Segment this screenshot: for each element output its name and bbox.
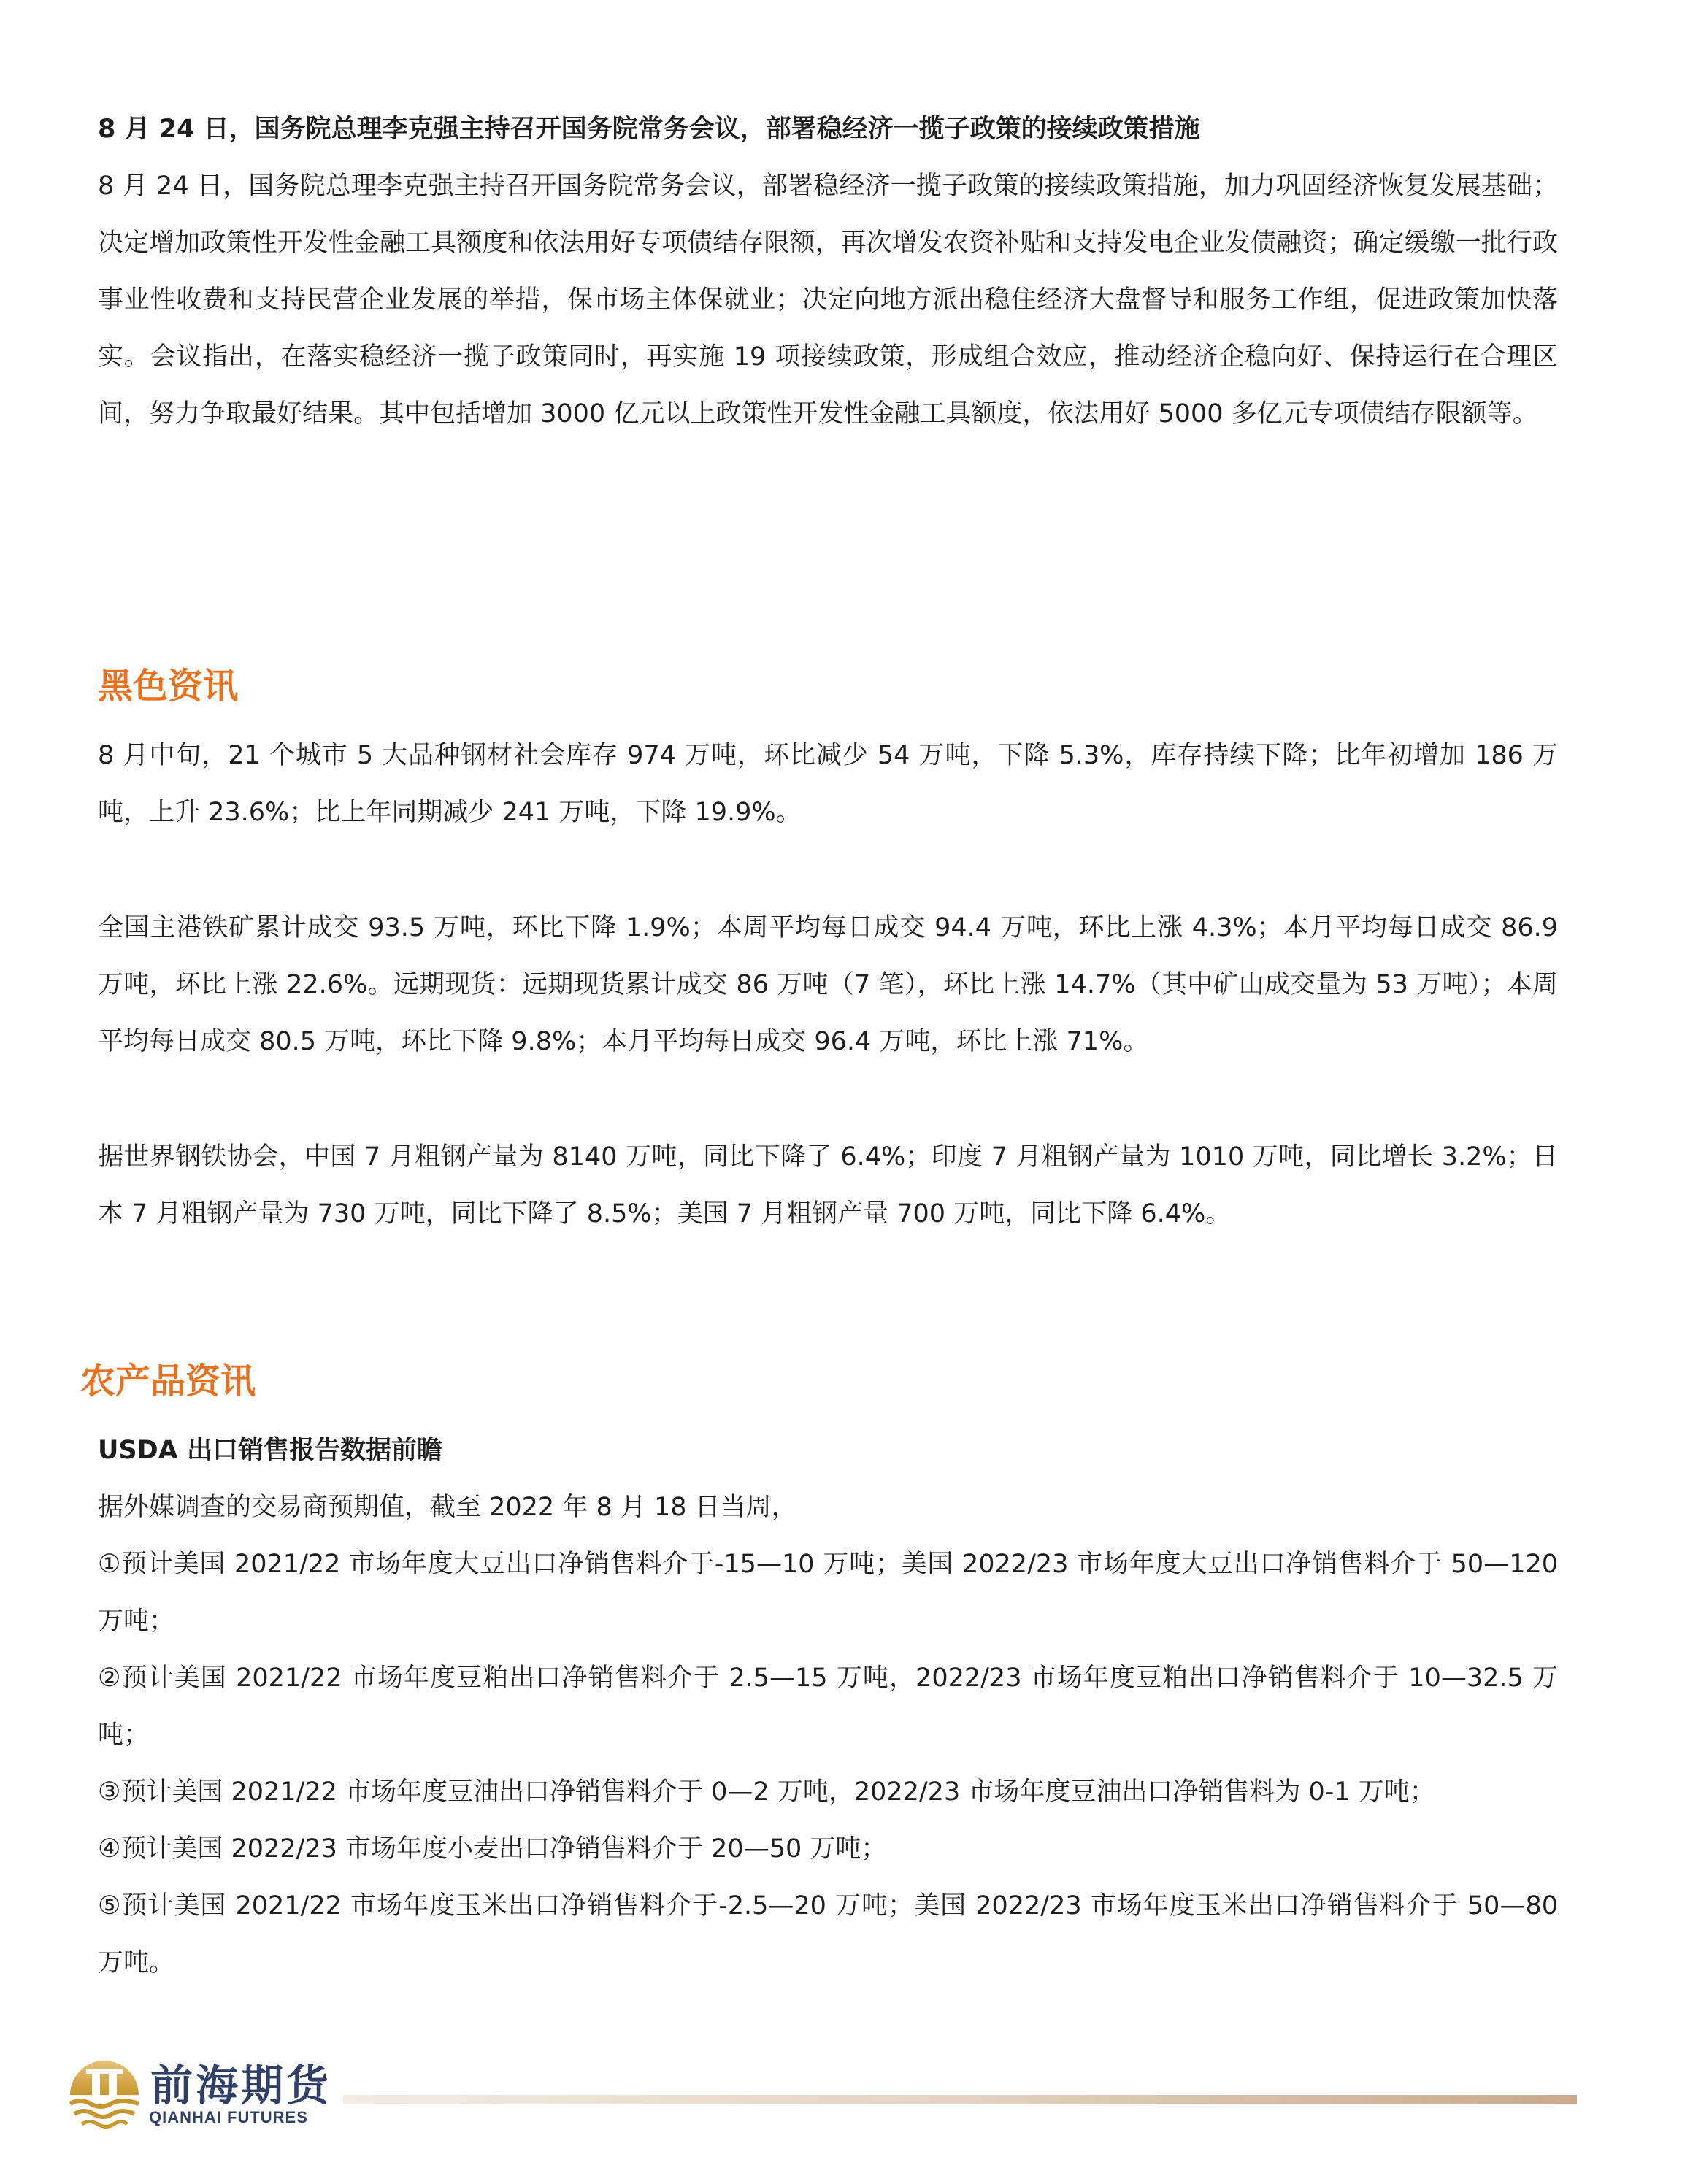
black-paragraph-3: 据世界钢铁协会，中国 7 月粗钢产量为 8140 万吨，同比下降了 6.4%；印度 7 月粗钢产量为 1010 万吨，同比增长 3.2%；日本 7 月粗钢产量为 730 万吨，同比下降了 8.5%；美国 7 月粗钢产量 700 万吨，同比下降 6.4%。	[98, 1142, 1558, 1228]
footer-divider-bar	[343, 2095, 1577, 2104]
agri-item-3: ③预计美国 2021/22 市场年度豆油出口净销售料介于 0—2 万吨，2022/23 市场年度豆油出口净销售料为 0-1 万吨；	[98, 1777, 1435, 1807]
agri-subheading: USDA 出口销售报告数据前瞻	[98, 1436, 442, 1465]
agri-item-1: ①预计美国 2021/22 市场年度大豆出口净销售料介于-15—10 万吨；美国 2022/23 市场年度大豆出口净销售料介于 50—120 万吨；	[98, 1550, 1558, 1636]
logo-emblem-icon	[64, 2050, 145, 2137]
section-heading-black: 黑色资讯	[98, 666, 239, 707]
agri-item-4: ④预计美国 2022/23 市场年度小麦出口净销售料介于 20—50 万吨；	[98, 1834, 887, 1864]
agri-intro: 据外媒调查的交易商预期值，截至 2022 年 8 月 18 日当周，	[98, 1493, 797, 1522]
agri-item-5: ⑤预计美国 2021/22 市场年度玉米出口净销售料介于-2.5—20 万吨；美国 2022/23 市场年度玉米出口净销售料介于 50—80 万吨。	[98, 1891, 1558, 1977]
logo-text-cn: 前海期货	[150, 2061, 332, 2110]
black-paragraph-1: 8 月中旬，21 个城市 5 大品种钢材社会库存 974 万吨，环比减少 54 万吨，下降 5.3%，库存持续下降；比年初增加 186 万吨，上升 23.6%；比上年同期减少 241 万吨，下降 19.9%。	[98, 741, 1558, 827]
black-paragraph-2: 全国主港铁矿累计成交 93.5 万吨，环比下降 1.9%；本周平均每日成交 94.4 万吨，环比上涨 4.3%；本月平均每日成交 86.9 万吨，环比上涨 22.6%。远期现货：远期现货累计成交 86 万吨（7 笔），环比上涨 14.7%（其中矿山成交量为 53 万吨）；本周平均每日成交 80.5 万吨，环比下降 9.8%；本月平均每日成交 96.4 万吨，环比上涨 71%。	[98, 913, 1558, 1056]
agri-item-2: ②预计美国 2021/22 市场年度豆粕出口净销售料介于 2.5—15 万吨，2022/23 市场年度豆粕出口净销售料介于 10—32.5 万吨；	[98, 1664, 1558, 1750]
news-headline: 8 月 24 日，国务院总理李克强主持召开国务院常务会议，部署稳经济一揽子政策的接续政策措施	[98, 115, 1200, 144]
company-logo	[64, 2044, 332, 2153]
logo-text-en: QIANHAI FUTURES	[149, 2108, 308, 2126]
section-heading-agri: 农产品资讯	[80, 1361, 256, 1401]
news-body: 8 月 24 日，国务院总理李克强主持召开国务院常务会议，部署稳经济一揽子政策的接续政策措施，加力巩固经济恢复发展基础；决定增加政策性开发性金融工具额度和依法用好专项债结存限额，再次增发农资补贴和支持发电企业发债融资；确定缓缴一批行政事业性收费和支持民营企业发展的举措，保市场主体保就业；决定向地方派出稳住经济大盘督导和服务工作组，促进政策加快落实。会议指出，在落实稳经济一揽子政策同时，再实施 19 项接续政策，形成组合效应，推动经济企稳向好、保持运行在合理区间，努力争取最好结果。其中包括增加 3000 亿元以上政策性开发性金融工具额度，依法用好 5000 多亿元专项债结存限额等。	[98, 172, 1558, 428]
